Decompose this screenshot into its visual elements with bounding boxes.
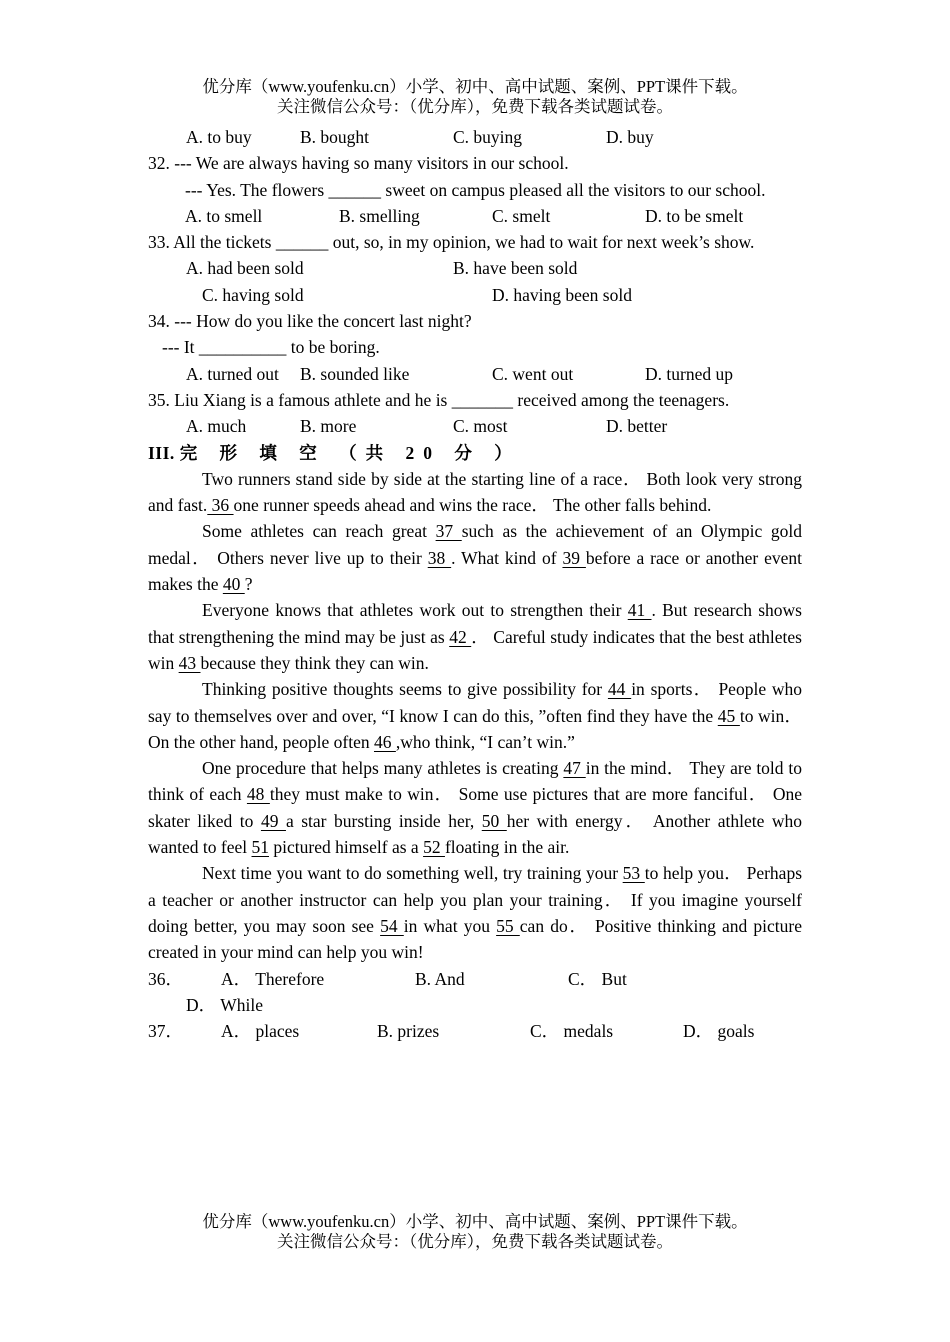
blank-45: 45 <box>717 705 740 726</box>
q34-option-d: D. turned up <box>645 363 733 384</box>
passage-text: to win． On the other hand, people often <box>148 705 802 752</box>
passage-text: ,who think, “I can’t win.” <box>395 731 575 752</box>
q35-option-a: A. much <box>186 416 247 437</box>
q35-options <box>148 413 802 439</box>
q36-number: 36． <box>148 968 183 989</box>
q33-option-b: B. have been sold <box>453 258 578 279</box>
page-footer <box>0 1212 950 1252</box>
q32-line-1: 32. --- We are always having so many visitors in our school. <box>148 153 569 174</box>
passage-text: floating in the air. <box>444 837 570 858</box>
passage-text: in what you <box>403 915 497 936</box>
passage-text: a star bursting inside her, <box>285 810 482 831</box>
q31-option-c: C. buying <box>453 127 523 147</box>
q36-option-c: C． But <box>568 968 627 989</box>
passage-text: . But research shows that strengthening the mind may be just as <box>148 600 802 647</box>
passage-paragraph-3 <box>148 597 802 676</box>
passage-text: her with energy． Another athlete who wanted to feel <box>148 810 803 858</box>
q34-options <box>148 361 802 387</box>
q36-option-d: D． While <box>186 994 263 1015</box>
blank-44: 44 <box>607 679 632 700</box>
passage-text: to help you． Perhaps a teacher or another instructor can help you plan your training． If you imagine yourself doing better, you may soon see <box>148 863 803 936</box>
footer-line-1: 优分库（www.youfenku.cn）小学、初中、高中试题、案例、PPT课件下载。 <box>202 1212 748 1231</box>
q32-options <box>148 203 802 229</box>
blank-51: 51 <box>251 837 269 858</box>
q37-number: 37． <box>148 1021 183 1042</box>
q32-option-b: B. smelling <box>339 205 420 226</box>
blank-50: 50 <box>481 810 507 831</box>
q37-option-b: B. prizes <box>377 1021 440 1042</box>
q34-option-b: B. sounded like <box>300 363 410 384</box>
q34-line-1: 34. --- How do you like the concert last night? <box>148 311 472 332</box>
q31-option-a: A. to buy <box>186 127 252 147</box>
passage-text: such as the achievement of an Olympic gold medal． Others never live up to their <box>148 521 803 568</box>
blank-55: 55 <box>496 915 520 936</box>
q36-option-a: A． Therefore <box>221 968 325 989</box>
passage-text: in the mind． They are told to think of each <box>148 758 802 805</box>
passage-paragraph-1 <box>148 466 802 519</box>
q36-options-row-2 <box>148 992 802 1018</box>
q37-option-a: A． places <box>221 1021 300 1042</box>
blank-43: 43 <box>178 652 201 673</box>
q31-option-b: B. bought <box>300 127 370 147</box>
q31-options <box>148 124 802 150</box>
page-header <box>0 77 950 117</box>
q36-option-b: B. And <box>415 968 465 989</box>
passage-text: Everyone knows that athletes work out to strengthen their <box>202 600 628 621</box>
passage-text: One procedure that helps many athletes is creating <box>202 758 564 779</box>
passage-paragraph-6 <box>148 860 802 965</box>
q31-option-d: D. buy <box>606 127 654 147</box>
passage-text: Next time you want to do something well, try training your <box>202 863 623 884</box>
blank-48: 48 <box>246 784 270 805</box>
q37-option-c: C． medals <box>530 1021 614 1042</box>
blank-52: 52 <box>423 837 445 858</box>
q35-option-d: D. better <box>606 416 668 437</box>
q32-option-d: D. to be smelt <box>645 205 744 226</box>
blank-38: 38 <box>427 547 452 568</box>
section-3-title: 完 形 填 空 （共 20 分 ） <box>179 442 521 463</box>
blank-37: 37 <box>435 521 462 542</box>
q33-option-a: A. had been sold <box>186 258 304 279</box>
header-line-2: 关注微信公众号：（优分库），免费下载各类试题试卷。 <box>277 97 673 116</box>
blank-42: 42 <box>449 626 472 647</box>
q33-option-c: C. having sold <box>202 284 304 305</box>
footer-line-2: 关注微信公众号：（优分库），免费下载各类试题试卷。 <box>277 1232 673 1251</box>
q34-option-c: C. went out <box>492 363 574 384</box>
blank-54: 54 <box>380 915 404 936</box>
blank-41: 41 <box>627 600 652 621</box>
passage-text: Some athletes can reach great <box>202 521 436 542</box>
passage-text: one runner speeds ahead and wins the race． The other falls behind. <box>233 495 712 516</box>
blank-40: 40 <box>222 574 245 595</box>
passage-text: can do． Positive thinking and picture created in your mind can help you win! <box>148 915 802 963</box>
q33-options-row-1 <box>148 255 802 281</box>
passage-paragraph-5 <box>148 755 802 860</box>
header-line-1: 优分库（www.youfenku.cn）小学、初中、高中试题、案例、PPT课件下载。 <box>202 77 748 96</box>
passage-text: Thinking positive thoughts seems to give possibility for <box>202 679 608 700</box>
q33-option-d: D. having been sold <box>492 284 632 305</box>
passage-text: . What kind of <box>451 547 563 568</box>
passage-text: because they think they can win. <box>200 652 429 673</box>
q32-line-2: --- Yes. The flowers ______ sweet on campus pleased all the visitors to our school. <box>185 179 766 200</box>
q35-option-b: B. more <box>300 416 357 437</box>
blank-49: 49 <box>260 810 286 831</box>
q37-options <box>148 1018 802 1044</box>
blank-36: 36 <box>207 495 234 516</box>
passage-text: in sports． People who say to themselves over and over, “I know I can do this, ”often find they have the <box>148 679 802 726</box>
passage-text: Two runners stand side by side at the starting line of a race． Both look very strong and fast. <box>148 468 802 516</box>
q37-option-d: D． goals <box>683 1021 755 1042</box>
passage-text: ? <box>244 574 253 595</box>
passage-paragraph-2 <box>148 518 802 597</box>
q33-text: 33. All the tickets ______ out, so, in my opinion, we had to wait for next week’s show. <box>148 232 755 253</box>
q32-option-c: C. smelt <box>492 205 551 226</box>
blank-39: 39 <box>562 547 586 568</box>
q34-line-2: --- It __________ to be boring. <box>162 337 380 358</box>
passage-text: pictured himself as a <box>269 837 424 858</box>
passage-text: before a race or another event makes the <box>148 547 803 595</box>
exam-body <box>148 124 802 1044</box>
passage-text: they must make to win． Some use pictures that are more fanciful． One skater liked to <box>148 784 802 831</box>
q34-option-a: A. turned out <box>186 363 279 384</box>
blank-46: 46 <box>373 731 396 752</box>
q33-options-row-2 <box>148 282 802 308</box>
section-3-number: III. <box>148 442 175 463</box>
q36-options-row-1 <box>148 966 802 992</box>
q32-option-a: A. to smell <box>185 205 263 226</box>
q35-text: 35. Liu Xiang is a famous athlete and he is _______ received among the teenagers. <box>148 389 730 410</box>
blank-47: 47 <box>563 758 586 779</box>
passage-paragraph-4 <box>148 676 802 755</box>
q35-option-c: C. most <box>453 416 508 437</box>
blank-53: 53 <box>622 863 645 884</box>
section-3-heading <box>148 440 802 466</box>
passage-text: ． Careful study indicates that the best athletes win <box>148 626 802 673</box>
